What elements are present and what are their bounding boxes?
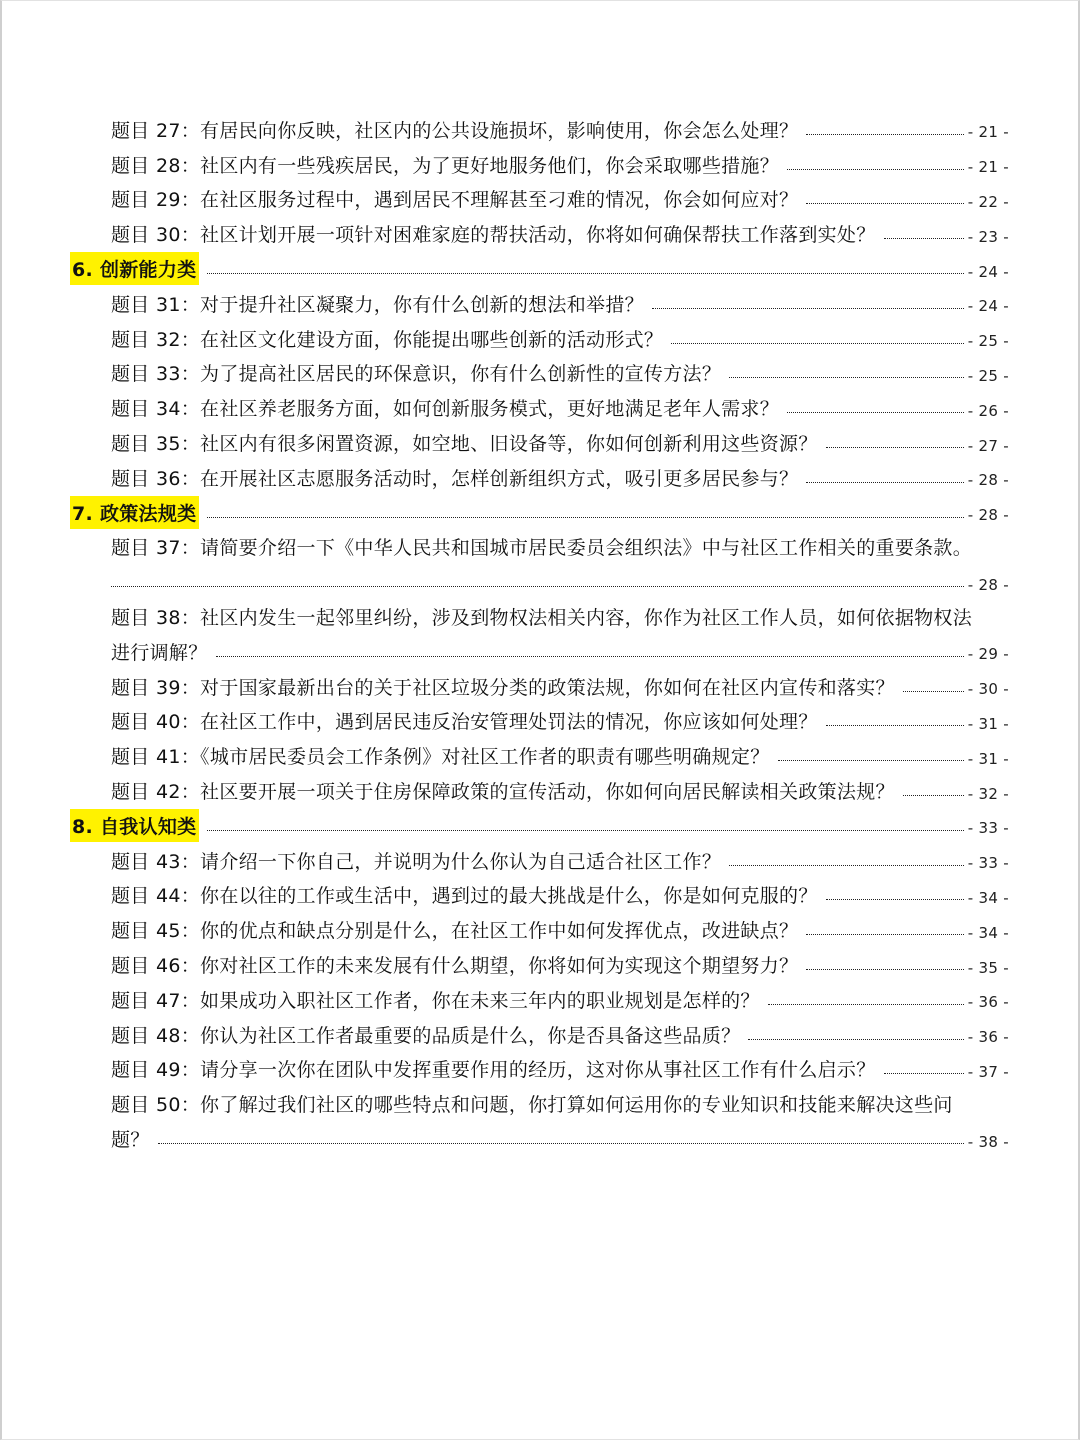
toc-entry-text: 题目 38：社区内发生一起邻里纠纷，涉及到物权法相关内容，你作为社区工作人员，如何依据物权法 xyxy=(111,607,973,630)
toc-page-number: - 25 - xyxy=(967,332,1009,351)
leader-dots xyxy=(671,343,964,344)
toc-entry-q42[interactable] xyxy=(2,773,1078,808)
leader-dots xyxy=(806,969,963,970)
toc-entry-text: 题目 31：对于提升社区凝聚力，你有什么创新的想法和举措？ xyxy=(111,293,644,316)
toc-entry-q30[interactable] xyxy=(2,216,1078,251)
toc-entry-text: 题目 43：请介绍一下你自己，并说明为什么你认为自己适合社区工作？ xyxy=(111,850,722,873)
toc-entry-q35[interactable] xyxy=(2,425,1078,460)
toc-entry-text: 题目 27：有居民向你反映，社区内的公共设施损坏，影响使用，你会怎么处理？ xyxy=(111,119,799,142)
leader-dots xyxy=(158,1143,964,1144)
toc-entry-text: 题目 44：你在以往的工作或生活中，遇到过的最大挑战是什么，你是如何克服的？ xyxy=(111,885,818,908)
leader-dots xyxy=(748,1039,963,1040)
section-heading: 8. 自我认知类 xyxy=(70,809,199,842)
toc-entry-text: 题目 42：社区要开展一项关于住房保障政策的宣传活动，你如何向居民解读相关政策法规？ xyxy=(111,781,895,804)
toc-entry-q40[interactable] xyxy=(2,704,1078,739)
leader-dots xyxy=(806,134,963,135)
toc-page-number: - 21 - xyxy=(967,158,1009,177)
toc-page-number: - 27 - xyxy=(967,436,1009,455)
leader-dots xyxy=(826,899,964,900)
toc-entry-q46[interactable] xyxy=(2,947,1078,982)
toc-page-number: - 33 - xyxy=(967,854,1009,873)
toc-page-number: - 30 - xyxy=(967,680,1009,699)
toc-page-number: - 24 - xyxy=(967,297,1009,316)
toc-entry-q43[interactable] xyxy=(2,843,1078,878)
toc-entry-q48[interactable] xyxy=(2,1017,1078,1052)
toc-entry-text: 题目 28：社区内有一些残疾居民，为了更好地服务他们，你会采取哪些措施？ xyxy=(111,154,780,177)
toc-entry-q29[interactable] xyxy=(2,182,1078,217)
leader-dots xyxy=(207,273,963,274)
leader-dots xyxy=(903,691,964,692)
toc-page-number: - 34 - xyxy=(967,888,1009,907)
toc-entry-text: 题目 50：你了解过我们社区的哪些特点和问题，你打算如何运用你的专业知识和技能来解决这些问 xyxy=(111,1094,953,1117)
toc-entry-text: 题目 30：社区计划开展一项针对困难家庭的帮扶活动，你将如何确保帮扶工作落到实处？ xyxy=(111,224,876,247)
leader-dots xyxy=(729,865,964,866)
leader-dots xyxy=(652,308,964,309)
toc-page-number: - 37 - xyxy=(967,1062,1009,1081)
toc-page-number: - 25 - xyxy=(967,366,1009,385)
toc-entry-text-continued: 进行调解？ xyxy=(111,641,208,664)
toc-entry-text: 题目 35：社区内有很多闲置资源，如空地、旧设备等，你如何创新利用这些资源？ xyxy=(111,433,818,456)
toc-entry-text: 题目 33：为了提高社区居民的环保意识，你有什么创新性的宣传方法？ xyxy=(111,363,722,386)
toc-entry-q38[interactable] xyxy=(2,599,1078,669)
toc-page-number: - 21 - xyxy=(967,123,1009,142)
toc-page-number: - 28 - xyxy=(967,506,1009,525)
leader-dots xyxy=(826,447,964,448)
leader-dots xyxy=(806,203,963,204)
toc-page-number: - 24 - xyxy=(967,262,1009,281)
toc-entry-q34[interactable] xyxy=(2,390,1078,425)
toc-entry-q27[interactable] xyxy=(2,112,1078,147)
toc-section-6[interactable] xyxy=(2,251,1078,286)
toc-page-number: - 38 - xyxy=(967,1132,1009,1151)
toc-entry-q32[interactable] xyxy=(2,321,1078,356)
toc-entry-text: 题目 47：如果成功入职社区工作者，你在未来三年内的职业规划是怎样的？ xyxy=(111,989,760,1012)
toc-entry-text: 题目 32：在社区文化建设方面，你能提出哪些创新的活动形式？ xyxy=(111,328,664,351)
toc-entry-text: 题目 29：在社区服务过程中，遇到居民不理解甚至刁难的情况，你会如何应对？ xyxy=(111,189,799,212)
toc-entry-q41[interactable] xyxy=(2,738,1078,773)
toc-page-number: - 22 - xyxy=(967,192,1009,211)
toc-entry-text: 题目 39：对于国家最新出台的关于社区垃圾分类的政策法规，你如何在社区内宣传和落实？ xyxy=(111,676,895,699)
toc-page-number: - 34 - xyxy=(967,923,1009,942)
toc-page-number: - 32 - xyxy=(967,784,1009,803)
toc-entry-text: 题目 37：请简要介绍一下《中华人民共和国城市居民委员会组织法》中与社区工作相关的重要条款。 xyxy=(111,537,973,560)
toc-entry-text: 题目 40：在社区工作中，遇到居民违反治安管理处罚法的情况，你应该如何处理？ xyxy=(111,711,818,734)
toc-entry-text: 题目 46：你对社区工作的未来发展有什么期望，你将如何为实现这个期望努力？ xyxy=(111,955,799,978)
section-heading: 7. 政策法规类 xyxy=(70,496,199,529)
leader-dots xyxy=(903,795,964,796)
toc-page-number: - 36 - xyxy=(967,993,1009,1012)
toc-entry-text: 题目 34：在社区养老服务方面，如何创新服务模式，更好地满足老年人需求？ xyxy=(111,398,780,421)
toc-entry-q28[interactable] xyxy=(2,147,1078,182)
toc-page-number: - 36 - xyxy=(967,1028,1009,1047)
toc-page-number: - 28 - xyxy=(967,575,1009,594)
toc-entry-q44[interactable] xyxy=(2,878,1078,913)
leader-dots xyxy=(778,760,964,761)
leader-dots xyxy=(207,517,963,518)
toc-entry-q50[interactable] xyxy=(2,1086,1078,1156)
toc-entry-q37[interactable] xyxy=(2,530,1078,600)
toc-entry-q31[interactable] xyxy=(2,286,1078,321)
toc-entry-text: 题目 41：《城市居民委员会工作条例》对社区工作者的职责有哪些明确规定？ xyxy=(111,746,770,769)
leader-dots xyxy=(787,412,964,413)
toc-entry-q47[interactable] xyxy=(2,982,1078,1017)
toc-entry-text: 题目 48：你认为社区工作者最重要的品质是什么，你是否具备这些品质？ xyxy=(111,1024,741,1047)
toc-entry-q33[interactable] xyxy=(2,356,1078,391)
leader-dots xyxy=(884,238,964,239)
leader-dots xyxy=(787,169,964,170)
leader-dots xyxy=(806,482,963,483)
table-of-contents xyxy=(2,112,1078,1156)
toc-page-number: - 29 - xyxy=(967,645,1009,664)
leader-dots xyxy=(768,1004,964,1005)
toc-page-number: - 23 - xyxy=(967,227,1009,246)
toc-entry-text-continued: 题？ xyxy=(111,1129,150,1151)
toc-section-7[interactable] xyxy=(2,495,1078,530)
toc-page-number: - 35 - xyxy=(967,958,1009,977)
section-heading: 6. 创新能力类 xyxy=(70,252,199,285)
toc-entry-text: 题目 45：你的优点和缺点分别是什么，在社区工作中如何发挥优点，改进缺点？ xyxy=(111,920,799,943)
toc-page-number: - 28 - xyxy=(967,471,1009,490)
toc-page-number: - 33 - xyxy=(967,819,1009,838)
leader-dots xyxy=(729,377,964,378)
leader-dots xyxy=(207,830,963,831)
toc-entry-q49[interactable] xyxy=(2,1052,1078,1087)
toc-page-number: - 26 - xyxy=(967,401,1009,420)
toc-page-number: - 31 - xyxy=(967,749,1009,768)
toc-entry-q39[interactable] xyxy=(2,669,1078,704)
leader-dots xyxy=(806,934,963,935)
toc-entry-q45[interactable] xyxy=(2,912,1078,947)
leader-dots xyxy=(884,1073,964,1074)
toc-entry-text: 题目 36：在开展社区志愿服务活动时，怎样创新组织方式，吸引更多居民参与？ xyxy=(111,467,799,490)
leader-dots xyxy=(826,725,964,726)
leader-dots xyxy=(216,656,964,657)
toc-entry-q36[interactable] xyxy=(2,460,1078,495)
toc-entry-text: 题目 49：请分享一次你在团队中发挥重要作用的经历，这对你从事社区工作有什么启示？ xyxy=(111,1059,876,1082)
toc-page-number: - 31 - xyxy=(967,714,1009,733)
toc-section-8[interactable] xyxy=(2,808,1078,843)
leader-dots xyxy=(111,586,964,587)
